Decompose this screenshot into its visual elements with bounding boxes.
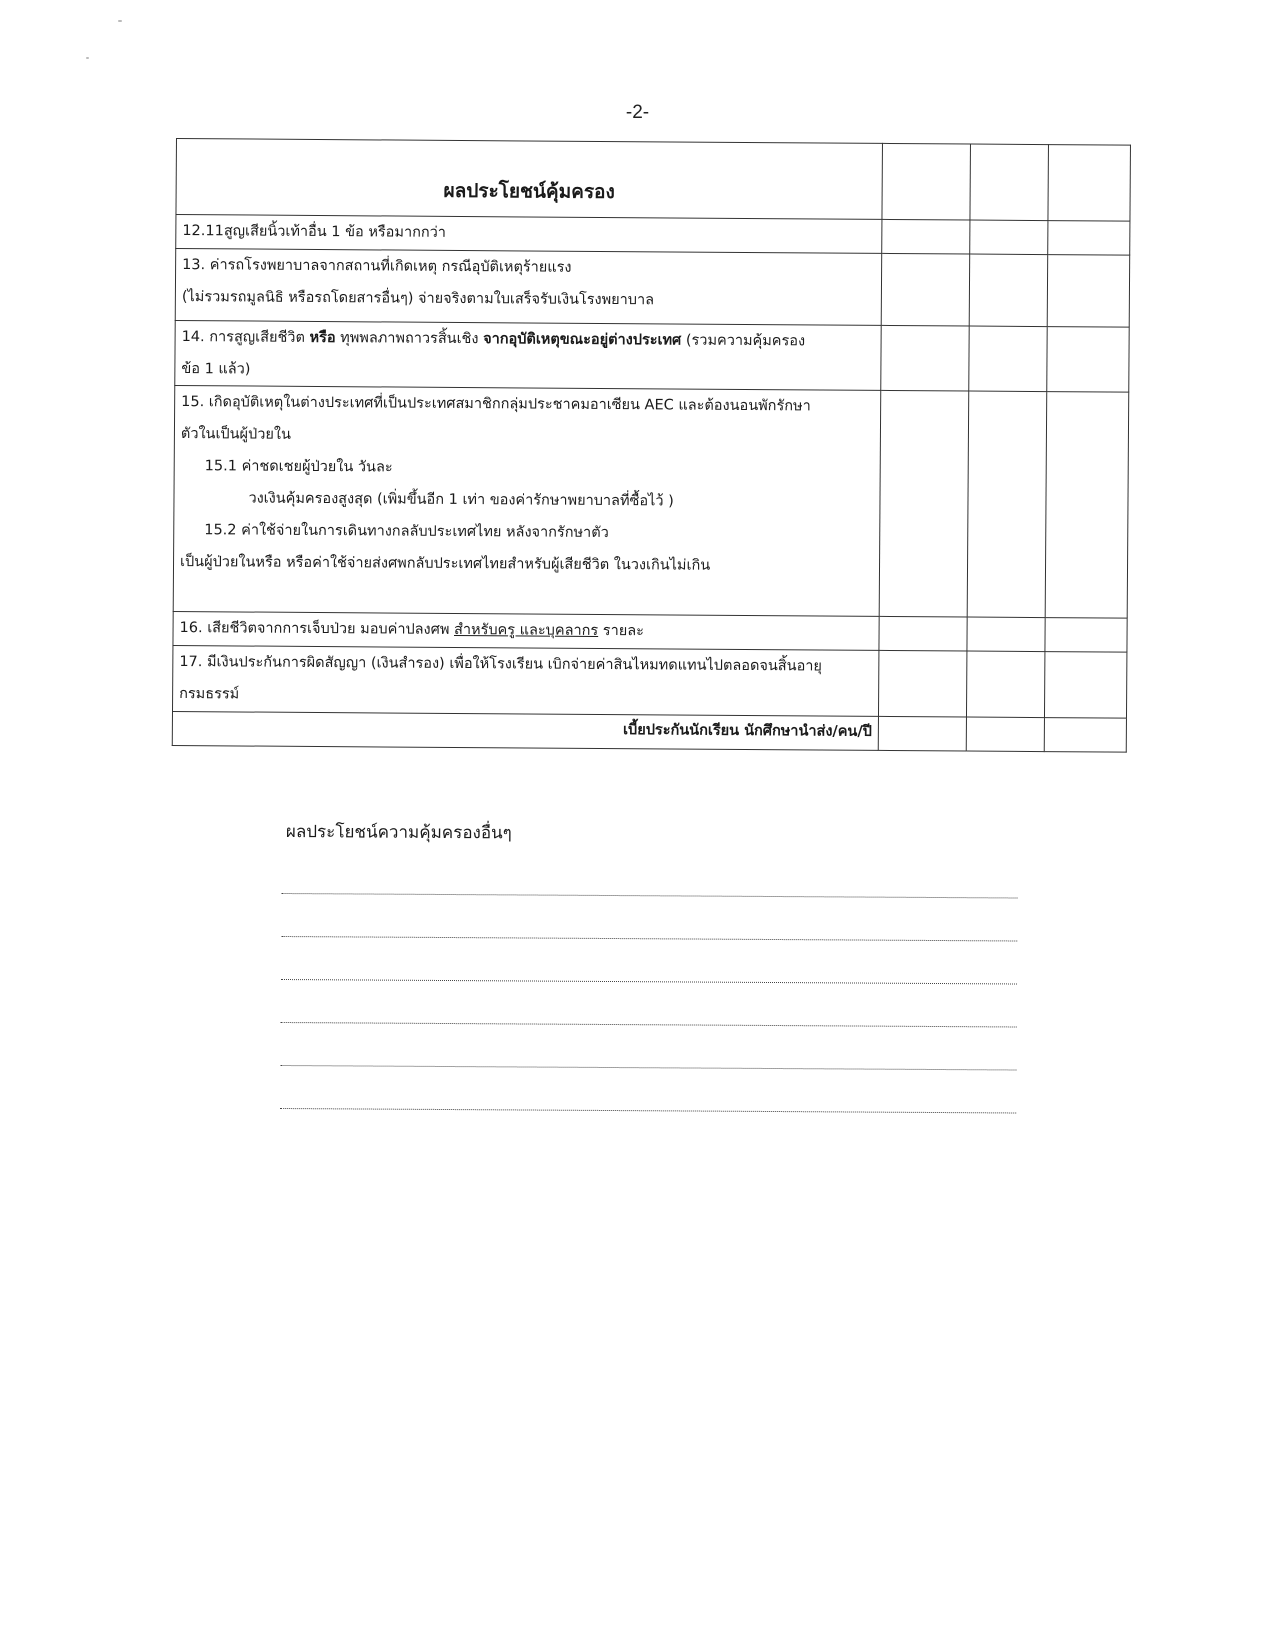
- blank-cell: [1045, 618, 1127, 653]
- row-text-bold: หรือ: [309, 329, 336, 347]
- blank-cell: [969, 326, 1047, 392]
- blank-cell: [1045, 392, 1129, 619]
- blank-cell: [970, 220, 1048, 255]
- blank-cell: [967, 617, 1045, 652]
- table-row: [173, 385, 1129, 618]
- blank-cell: [969, 254, 1048, 327]
- blank-fill-line[interactable]: [281, 980, 1017, 1027]
- blank-cell: [1044, 652, 1126, 719]
- row-text: 13. ค่ารถโรงพยาบาลจากสถานที่เกิดเหตุ กรณีอุบัติเหตุร้ายแรง: [182, 257, 572, 276]
- blank-fill-line[interactable]: [280, 1066, 1016, 1113]
- row-text: ข้อ 1 แล้ว): [181, 361, 251, 378]
- row-text-part: ทุพพลภาพถาวรสิ้นเชิง: [335, 330, 484, 348]
- row-text-part: รายละ: [598, 622, 644, 640]
- benefit-table: [172, 138, 1131, 753]
- row-text: วงเงินคุ้มครองสูงสุด (เพิ่มขึ้นอีก 1 เท่า ของค่ารักษาพยาบาลที่ซื้อไว้ ): [248, 490, 674, 510]
- blank-cell: [967, 391, 1047, 618]
- blank-cell: [970, 144, 1049, 221]
- table-header-row: [176, 139, 1131, 222]
- row-text: 17. มีเงินประกันการผิดสัญญา (เงินสำรอง) เพื่อให้โรงเรียน เบิกจ่ายค่าสินไหมทดแทนไปตลอดจนสิ้นอายุ: [179, 654, 823, 675]
- blank-cell: [1048, 145, 1131, 222]
- other-benefits-section: [280, 818, 1022, 1114]
- row-12-11: [176, 215, 882, 254]
- other-benefits-title: ผลประโยชน์ความคุ้มครองอื่นๆ: [285, 822, 512, 844]
- input-cell[interactable]: [1044, 718, 1126, 753]
- row-15: [173, 385, 881, 616]
- page-number: -2-: [625, 102, 650, 123]
- row-text: 15. เกิดอุบัติเหตุในต่างประเทศที่เป็นประเทศสมาชิกกลุ่มประชาคมอาเซียน AEC และต้องนอนพักรักษา: [181, 394, 811, 415]
- blank-cell: [1047, 255, 1130, 328]
- row-text: 12.11สูญเสียนิ้วเท้าอื่น 1 ข้อ หรือมากกว่า: [182, 223, 447, 241]
- row-text-part: (รวมความคุ้มครอง: [681, 332, 806, 350]
- blank-cell: [881, 325, 969, 391]
- row-text: 15.1 ค่าชดเชยผู้ป่วยใน วันละ: [204, 458, 393, 476]
- row-14: [175, 320, 881, 390]
- blank-cell: [1047, 327, 1129, 393]
- blank-fill-line[interactable]: [280, 1023, 1016, 1070]
- row-text-part: 14. การสูญเสียชีวิต: [181, 329, 310, 346]
- row-17: [172, 645, 878, 716]
- row-16: [173, 611, 879, 650]
- blank-cell: [882, 219, 970, 254]
- row-text: เป็นผู้ป่วยในหรือ หรือค่าใช้จ่ายส่งศพกลับประเทศไทยสำหรับผู้เสียชีวิต ในวงเกินไม่เกิน: [179, 554, 711, 574]
- row-text: 15.2 ค่าใช้จ่ายในการเดินทางกลลับประเทศไทย หลังจากรักษาตัว: [204, 522, 609, 542]
- row-text-bold: จากอุบัติเหตุขณะอยู่ต่างประเทศ: [483, 331, 682, 349]
- row-text: (ไม่รวมรถมูลนิธิ หรือรถโดยสารอื่นๆ) จ่ายจริงตามใบเสร็จรับเงินโรงพยาบาล: [181, 289, 655, 309]
- blank-cell: [879, 616, 967, 651]
- row-13: [175, 249, 881, 326]
- table-row: [175, 249, 1129, 328]
- blank-cell: [881, 253, 970, 326]
- row-text: [181, 321, 874, 358]
- table-row: [175, 320, 1129, 392]
- scan-speck: [118, 20, 122, 22]
- blank-fill-line[interactable]: [281, 937, 1017, 984]
- table-total-row: [172, 711, 1126, 752]
- blank-cell: [882, 143, 971, 220]
- row-text-part: 16. เสียชีวิตจากการเจ็บป่วย มอบค่าปลงศพ: [179, 620, 455, 638]
- blank-cell: [878, 650, 966, 717]
- blank-fill-line[interactable]: [281, 894, 1017, 941]
- table-row: [172, 645, 1126, 718]
- row-text: ตัวในเป็นผู้ป่วยใน: [180, 426, 291, 443]
- premium-total-label: เบี้ยประกันนักเรียน นักศึกษานำส่ง/คน/ปี: [172, 711, 878, 750]
- row-text: กรมธรรม์: [179, 686, 240, 703]
- row-text-underlined: สำหรับครู และบุคลากร: [453, 621, 599, 639]
- table-header: ผลประโยชน์คุ้มครอง: [176, 139, 883, 220]
- blank-cell: [1048, 221, 1130, 256]
- blank-cell: [879, 390, 969, 617]
- blank-cell: [966, 651, 1044, 718]
- scan-speck: [86, 57, 89, 59]
- input-cell[interactable]: [878, 716, 966, 751]
- blank-fill-line[interactable]: [282, 851, 1018, 898]
- input-cell[interactable]: [966, 717, 1044, 752]
